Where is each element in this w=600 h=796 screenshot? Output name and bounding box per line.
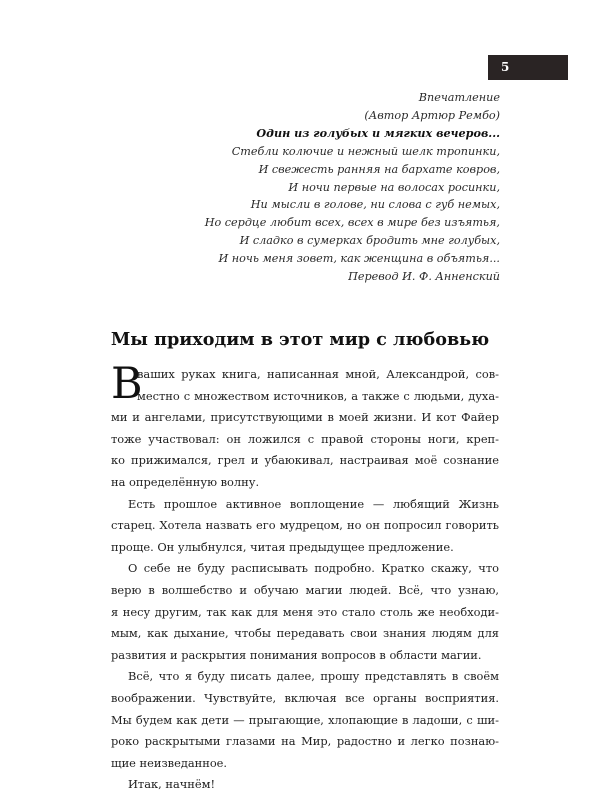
text-line: воображении. Чувствуйте, включая все органы восприятия.	[111, 690, 499, 705]
epigraph-translator: Перевод И. Ф. Анненский	[348, 270, 500, 284]
chapter-title: Мы приходим в этот мир с любовью	[110, 329, 490, 350]
page-number-tab	[488, 55, 568, 80]
text-line: О себе не буду расписывать подробно. Кратко скажу, что	[128, 561, 499, 576]
epigraph-first-line: Один из голубых и мягких вечеров...	[256, 125, 500, 140]
epigraph-author: (Автор Артюр Рембо)	[364, 108, 500, 122]
epigraph-line: И сладко в сумерках бродить мне голубых,	[239, 234, 500, 248]
text-line: Мы будем как дети — прыгающие, хлопающие в ладоши, с ши-	[111, 712, 499, 727]
text-line: развития и раскрытия понимания вопросов в области магии.	[111, 647, 482, 662]
text-line: старец. Хотела назвать его мудрецом, но он попросил говорить	[111, 518, 499, 533]
epigraph-line: И ночи первые на волосах росинки,	[288, 180, 500, 194]
epigraph-line: Стебли колючие и нежный шелк тропинки,	[231, 144, 500, 158]
text-line: мым, как дыхание, чтобы передавать свои знания людям для	[111, 626, 499, 641]
text-line: ваших руках книга, написанная мной, Александрой, сов-	[137, 367, 499, 381]
epigraph-line: Но сердце любит всех, всех в мире без изъятья,	[204, 216, 500, 230]
text-line: Итак, начнём!	[128, 777, 216, 792]
chapter-body	[111, 359, 499, 796]
epigraph	[80, 89, 500, 286]
text-line: тоже участвовал: он ложился с правой стороны ноги, креп-	[111, 431, 499, 446]
text-line: ко прижимался, грел и убаюкивал, настраивая моё сознание	[111, 453, 499, 468]
text-line: местно с множеством источников, а также с людьми, духа-	[137, 388, 499, 403]
text-line: я несу другим, так как для меня это стало столь же необходи-	[111, 604, 499, 619]
text-line: Есть прошлое активное воплощение — любящий Жизнь	[128, 496, 499, 511]
text-line: щие неизведанное.	[111, 755, 228, 770]
text-line: роко раскрытыми глазами на Мир, радостно и легко познаю-	[111, 734, 499, 749]
text-line: проще. Он улыбнулся, читая предыдущее предложение.	[111, 539, 454, 554]
epigraph-line: Ни мысли в голове, ни слова с губ немых,	[250, 198, 500, 212]
text-line: на определённую волну.	[111, 474, 260, 489]
epigraph-title: Впечатление	[418, 91, 500, 104]
text-line: верю в волшебство и обучаю магии людей. Всё, что узнаю,	[111, 582, 499, 597]
text-line: Всё, что я буду писать далее, прошу представлять в своём	[128, 669, 499, 684]
page-number: 5	[501, 60, 510, 74]
epigraph-line: И ночь меня зовет, как женщина в объятья...	[218, 252, 500, 266]
drop-cap: В	[111, 359, 143, 409]
text-line: ми и ангелами, присутствующими в моей жизни. И кот Файер	[111, 410, 499, 425]
epigraph-line: И свежесть ранняя на бархате ковров,	[258, 162, 500, 176]
